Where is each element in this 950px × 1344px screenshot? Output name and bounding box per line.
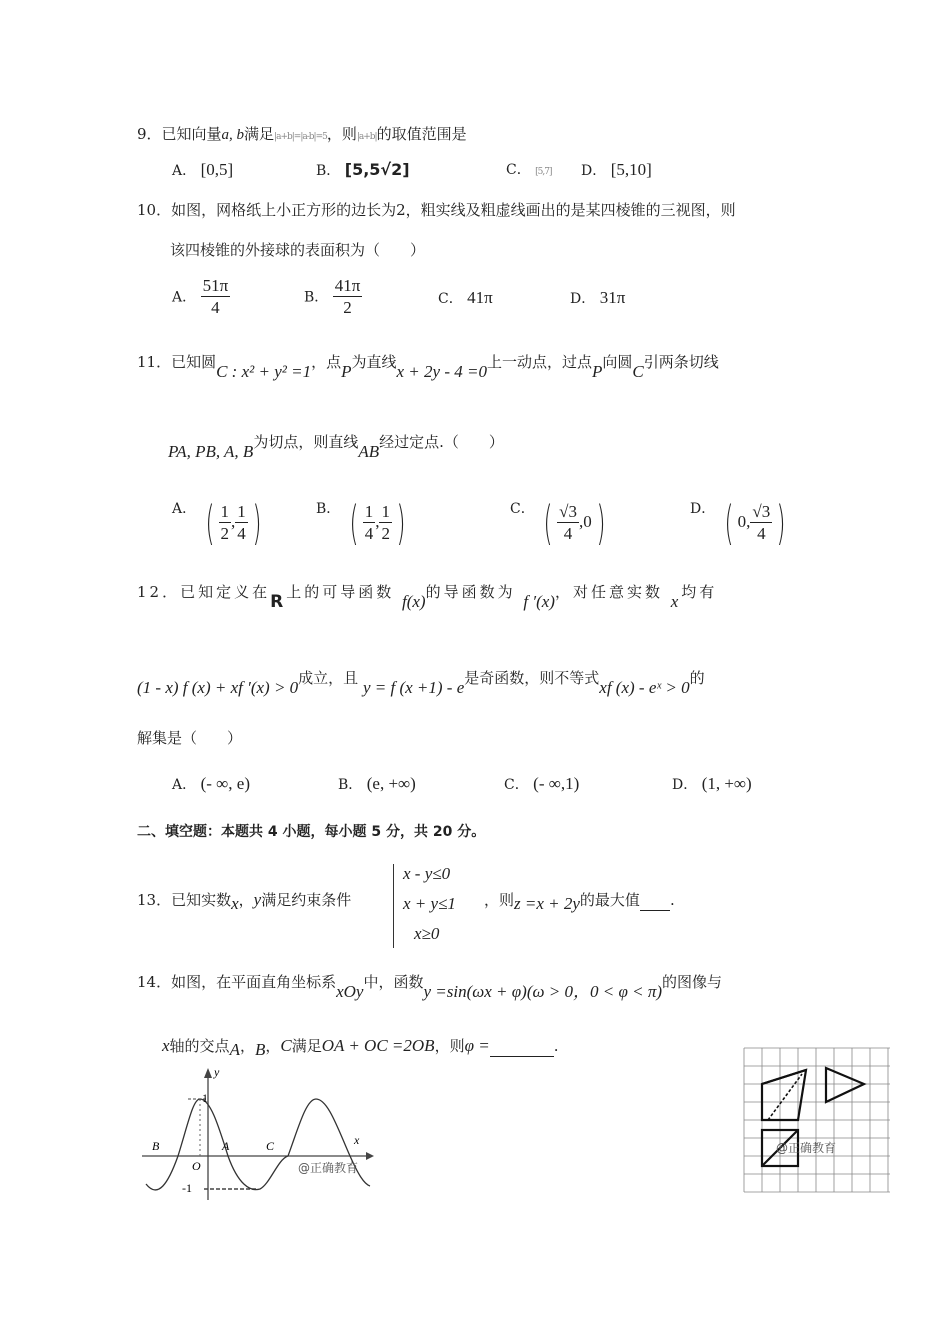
q11-option-c-lparen: (: [543, 496, 553, 550]
q11-option-c-num: √3: [559, 501, 577, 521]
origin-label: O: [192, 1159, 201, 1173]
q12-line3: 解集是（ ）: [137, 729, 243, 747]
q10-line2: 该四棱锥的外接球的表面积为（ ）: [170, 241, 426, 259]
q14-comma2: ，: [265, 1037, 281, 1055]
q11-option-b-d1: 4: [364, 523, 374, 543]
q12-option-c: [504, 774, 579, 795]
q11-t5: 向圆: [602, 353, 633, 371]
q13-stem: [137, 890, 352, 913]
q13-stem-end: [484, 890, 675, 911]
q14-t3: 的图像与: [662, 973, 723, 991]
q12-t8: 的: [689, 669, 705, 687]
q14-phi: φ =: [464, 1036, 490, 1055]
q12-line2: [137, 668, 705, 697]
graph-watermark: @正确教育: [298, 1161, 359, 1175]
q12-t2: 上的可导函数: [286, 583, 395, 601]
q12-option-c-letter: C．: [504, 777, 529, 793]
q12-t1: 12．已知定义在: [137, 583, 271, 601]
q11-option-b-n1: 1: [364, 501, 374, 521]
q12-line1: [137, 582, 718, 612]
q14-t6: ，则: [434, 1037, 465, 1055]
q12-option-d: [672, 774, 752, 795]
q14-fn: y =sin(ωx + φ)(ω > 0，0 < φ < π): [423, 982, 662, 1001]
q11-option-b-frac1: [363, 502, 376, 545]
q9-condition: |a+b|=|a-b|=5: [274, 132, 327, 142]
q12-R: R: [270, 592, 287, 612]
q9-option-b: [316, 160, 410, 181]
q13-t4: 的最大值: [579, 891, 640, 909]
neg-one-label: -1: [182, 1181, 192, 1195]
q10-option-b-den: 2: [343, 298, 352, 317]
q10-option-b-num: 41π: [334, 276, 361, 295]
q13-t2: 满足约束条件: [261, 891, 352, 909]
q9-option-a: [172, 160, 233, 181]
q10-option-d-text: 31π: [599, 288, 626, 307]
q11-option-a-d2: 4: [237, 523, 246, 543]
one-label: 1: [202, 1091, 208, 1105]
q12-option-b-letter: B．: [338, 777, 363, 793]
q11-option-b-n2: 1: [381, 501, 390, 521]
q11-option-b-d2: 2: [381, 523, 390, 543]
q9-end: 的取值范围是: [376, 125, 467, 143]
q12-option-a-letter: A．: [172, 777, 197, 793]
q11-option-c-comma: ,: [578, 512, 584, 531]
q14-end: .: [553, 1037, 559, 1055]
y-axis-arrow: [204, 1068, 212, 1078]
q11-circle: C : x² + y² =1: [216, 362, 312, 381]
q10-option-c: [438, 288, 493, 309]
q9-option-b-letter: B．: [316, 163, 341, 179]
x-axis-arrow: [366, 1152, 374, 1160]
q11-option-c-letter: C．: [510, 501, 535, 517]
q11-option-a-n1: 1: [220, 501, 230, 521]
q10-option-a: [172, 276, 230, 319]
point-b-label: B: [152, 1139, 160, 1153]
q13-constraint-2: x + y≤1: [403, 894, 456, 913]
q10-option-c-letter: C．: [438, 291, 463, 307]
q14-answer-blank[interactable]: [490, 1036, 554, 1057]
q11-option-d: [690, 496, 790, 550]
q9-target: |a+b|: [356, 132, 377, 142]
q12-t3: 的导函数为: [425, 583, 516, 601]
q14-c: C: [280, 1036, 292, 1055]
q12-option-a-text: (- ∞, e): [200, 774, 250, 793]
q11-option-a-rparen: ): [252, 496, 262, 550]
grid-watermark: @正确教育: [776, 1141, 837, 1155]
q13-constraint-1: x - y≤0: [403, 864, 451, 883]
q9-option-c: [506, 160, 552, 182]
q11-t1: 11．已知圆: [137, 353, 217, 371]
q13-answer-blank[interactable]: [640, 890, 670, 911]
q11-option-c-den: 4: [563, 523, 573, 543]
q12-option-d-text: (1, +∞): [701, 774, 752, 793]
q11-p2: P: [591, 362, 603, 381]
q12-ineq: (1 - x) f (x) + xf ′(x) > 0: [137, 678, 299, 697]
q12-fp: f ′(x): [523, 592, 555, 611]
section2-heading: 二、填空题：本题共 4 小题，每小题 5 分，共 20 分。: [137, 824, 486, 840]
q9-option-d: [581, 160, 652, 181]
q13-end: .: [669, 891, 675, 909]
q10-line1: 10．如图，网格纸上小正方形的边长为2，粗实线及粗虚线画出的是某四棱锥的三视图，则: [137, 201, 736, 219]
q11-option-c: [510, 496, 610, 550]
q11-option-b-rparen: ): [396, 496, 406, 550]
q11-option-a: [172, 496, 266, 550]
q12-option-b: [338, 774, 416, 795]
q10-option-b-letter: B．: [304, 289, 329, 306]
sine-graph-figure: [138, 1064, 378, 1204]
q9-option-a-letter: A．: [172, 163, 197, 179]
sine-curve: [146, 1099, 370, 1190]
q9-option-a-text: [0,5]: [200, 160, 234, 179]
q12-t7: 是奇函数，则不等式: [464, 669, 600, 687]
q11-option-c-frac: [557, 502, 579, 545]
q13-x: x: [231, 894, 239, 913]
q12-f: f(x): [401, 592, 426, 611]
q11-t3: 为直线: [351, 353, 397, 371]
q14-line2: [162, 1036, 559, 1057]
q10-option-c-text: 41π: [467, 288, 493, 307]
q13-t1: 13．已知实数: [137, 891, 232, 909]
q9-option-d-text: [5,10]: [610, 160, 652, 179]
q11-points: PA, PB, A, B: [168, 442, 254, 461]
q9-option-b-text: [5,5√2]: [344, 160, 410, 179]
q11-t7: 为切点，则直线: [253, 433, 359, 451]
q11-option-a-n2: 1: [237, 501, 246, 521]
q14-t4: 轴的交点: [169, 1037, 230, 1055]
q10-option-b-frac: [333, 276, 363, 319]
q14-t1: 14．如图，在平面直角坐标系: [137, 973, 337, 991]
q11-option-a-lparen: (: [205, 496, 215, 550]
q12-t6: 成立，且: [298, 669, 359, 687]
q11-c: C: [632, 362, 644, 381]
point-c-label: C: [266, 1139, 275, 1153]
q11-option-d-letter: D．: [690, 501, 716, 517]
q9-option-c-text: [5,7]: [535, 167, 552, 177]
q11-option-d-lparen: (: [724, 496, 734, 550]
q13-comma: ，: [238, 891, 254, 909]
q11-option-c-rparen: ): [596, 496, 606, 550]
q12-option-d-letter: D．: [672, 777, 698, 793]
q14-a: A: [229, 1040, 240, 1059]
q11-t4: 上一动点，过点: [486, 353, 592, 371]
q12-option-a: [172, 774, 250, 795]
q14-t5: 满足: [291, 1037, 322, 1055]
q9-prefix: 9．已知向量: [137, 125, 222, 143]
q11-option-a-comma: ,: [231, 512, 236, 531]
q13-z: z =x + 2y: [514, 894, 580, 913]
x-axis-label: x: [354, 1133, 360, 1147]
q14-xoy: xOy: [336, 982, 364, 1001]
q12-odd: y = f (x +1) - e: [362, 678, 465, 697]
q11-option-b-lparen: (: [349, 496, 359, 550]
q14-comma1: ，: [239, 1037, 255, 1055]
q10-option-d-letter: D．: [570, 291, 596, 307]
q12-option-c-text: (- ∞,1): [533, 774, 580, 793]
q9-vectors: a, b: [221, 127, 245, 143]
q10-option-a-den: 4: [211, 298, 220, 317]
q10-option-a-num: 51π: [202, 276, 229, 295]
point-a-label: A: [222, 1139, 230, 1153]
q9-mid: 满足: [244, 125, 275, 143]
q11-option-b-letter: B．: [316, 501, 341, 517]
q11-p: P: [341, 362, 352, 381]
q12-t4: ，对任意实数: [554, 583, 663, 601]
q11-ab: AB: [358, 442, 380, 461]
q9-option-d-letter: D．: [581, 163, 607, 179]
q11-option-d-zero: 0: [737, 512, 747, 531]
three-view-grid-figure: [742, 1046, 892, 1194]
q10-option-d: [570, 288, 625, 309]
q10-option-b: [304, 276, 362, 319]
q9-stem: [137, 124, 467, 147]
q14-line1: [137, 972, 723, 1001]
q11-line1: [137, 352, 719, 381]
q11-option-a-letter: A．: [172, 501, 197, 517]
q10-option-a-letter: A．: [172, 289, 197, 306]
q11-t6: 引两条切线: [643, 353, 719, 371]
q14-t2: 中，函数: [363, 973, 424, 991]
q11-option-d-frac: [750, 502, 772, 545]
q11-option-a-frac2: [235, 502, 248, 545]
q11-option-d-den: 4: [757, 523, 766, 543]
q11-t8: 经过定点.（ ）: [379, 433, 504, 451]
q11-option-d-num: √3: [752, 501, 771, 521]
q13-constraint-3: x≥0: [414, 924, 440, 943]
q11-option-b: [316, 496, 410, 550]
q9-option-c-letter: C．: [506, 162, 531, 178]
q12-t5: 均有: [681, 583, 718, 601]
q11-line-eq: x + 2y - 4 =0: [396, 362, 487, 381]
q11-option-b-frac2: [379, 502, 392, 545]
q11-option-a-d1: 2: [220, 523, 230, 543]
q14-b: B: [254, 1040, 266, 1059]
q11-option-d-comma: ,: [746, 512, 751, 531]
q13-brace: [393, 864, 400, 948]
q12-ineq2: xf (x) - eˣ > 0: [599, 678, 690, 697]
q13-t3: ，则: [484, 891, 515, 909]
q12-x: x: [670, 592, 682, 611]
q11-option-b-comma: ,: [375, 512, 380, 531]
q11-t2: ，点: [311, 353, 342, 371]
q14-x: x: [162, 1036, 170, 1055]
q10-option-a-frac: [201, 276, 231, 319]
y-axis-label: y: [214, 1065, 220, 1079]
q11-option-d-rparen: ): [776, 496, 786, 550]
q13-y: y: [253, 890, 262, 909]
q11-option-a-frac1: [219, 502, 232, 545]
q12-option-b-text: (e, +∞): [366, 774, 416, 793]
q14-eq: OA + OC =2OB: [321, 1036, 435, 1055]
side-view: [826, 1068, 864, 1102]
q11-option-c-zero: 0: [583, 512, 592, 531]
q9-mid2: ，则: [326, 125, 357, 143]
q11-line2: [168, 432, 504, 461]
